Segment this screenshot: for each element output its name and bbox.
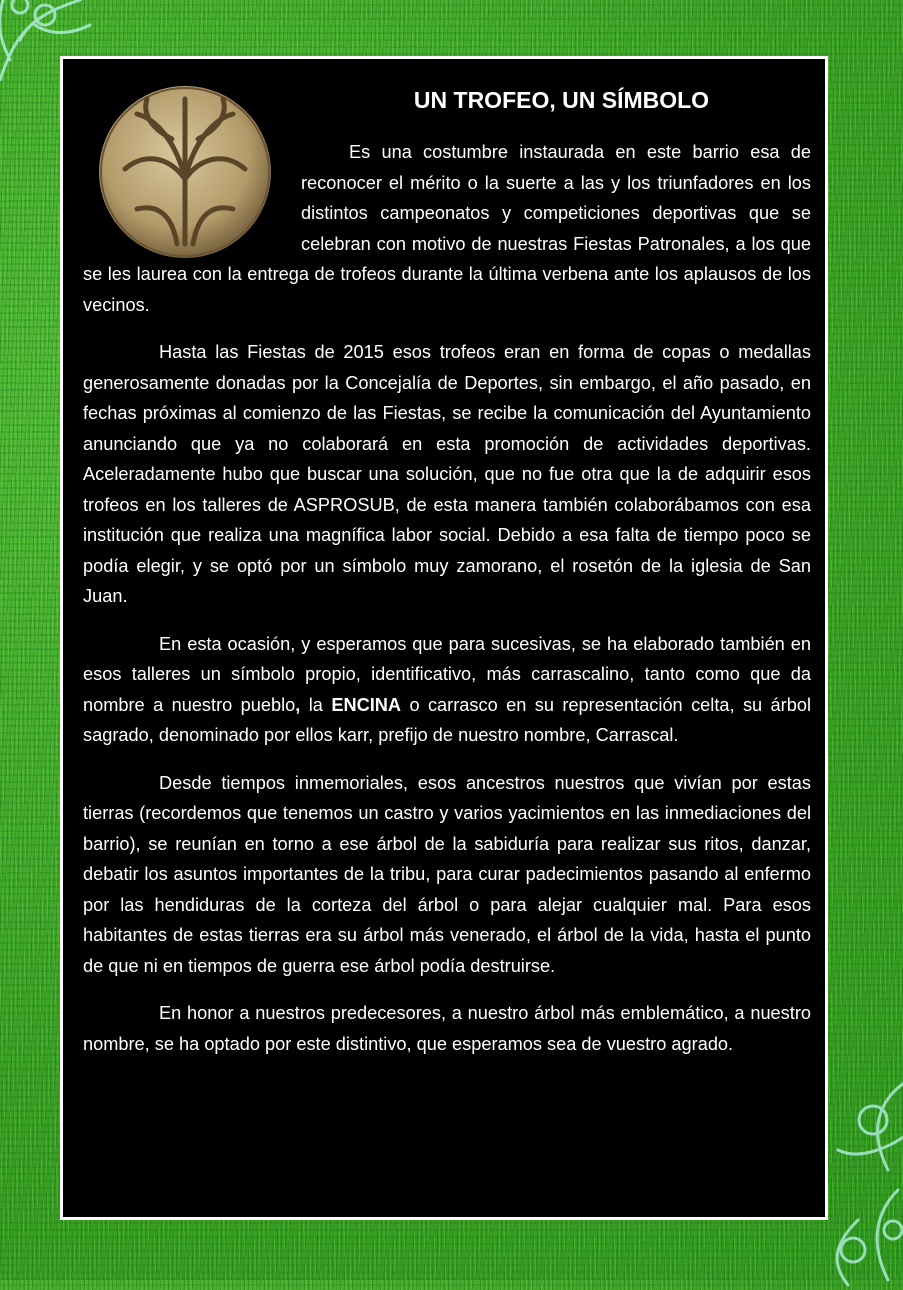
page-title: UN TROFEO, UN SÍMBOLO	[413, 87, 710, 113]
paragraph-3-text: la	[300, 694, 332, 715]
paragraph-3-text: o carrasco en su representación celta, su árbol sagrado, denominado por ellos karr, prefijo de nuestro nombre, Carrascal.	[83, 694, 811, 745]
paragraph-3-comma: ,	[295, 694, 301, 715]
paragraph-1: Es una costumbre instaurada en este barrio esa de reconocer el mérito o la suerte a las y los triunfadores en los distintos campeonatos y competiciones deportivas que se celebran con motivo de nuestras Fiestas Patronales, a los que se les laurea con la entrega de trofeos durante la última verbena ante los aplausos de los vecinos.	[83, 142, 811, 315]
article-panel	[60, 56, 828, 1220]
paragraph-5: En honor a nuestros predecesores, a nuestro árbol más emblemático, a nuestro nombre, se ha optado por este distintivo, que esperamos sea de vuestro agrado.	[83, 1003, 811, 1054]
paragraph-3	[83, 629, 811, 751]
paragraph-2: Hasta las Fiestas de 2015 esos trofeos eran en forma de copas o medallas generosamente donadas por la Concejalía de Deportes, sin embargo, el año pasado, en fechas próximas al comienzo de las Fiestas, se recibe la comunicación del Ayuntamiento anunciando que ya no colaborará en esta promoción de actividades deportivas. Aceleradamente hubo que buscar una solución, que no fue otra que la de adquirir esos trofeos en los talleres de ASPROSUB, de esta manera también colaborábamos con esa institución que realiza una magnífica labor social. Debido a esa falta de tiempo poco se podía elegir, y se optó por un símbolo muy zamorano, el rosetón de la iglesia de San Juan.	[83, 342, 811, 606]
paragraph-3-text: En esta ocasión, y esperamos que para sucesivas, se ha elaborado también en esos talleres un símbolo propio, identificativo, más carrascalino, tanto como que da nombre a nuestro pueblo	[83, 633, 811, 715]
medallion-spacer	[83, 137, 301, 257]
article-body	[83, 137, 811, 1076]
paragraph-4: Desde tiempos inmemoriales, esos ancestros nuestros que vivían por estas tierras (recordemos que tenemos un castro y varios yacimientos en las inmediaciones del barrio), se reunían en torno a ese árbol de la sabiduría para realizar sus ritos, danzar, debatir los asuntos importantes de la tribu, para curar padecimientos pasando al enfermo por las hendiduras de la corteza del árbol o para alejar cualquier mal. Para esos habitantes de estas tierras era su árbol más venerado, el árbol de la vida, hasta el punto de que ni en tiempos de guerra ese árbol podía destruirse.	[83, 772, 811, 976]
encina-keyword: ENCINA	[331, 694, 402, 715]
